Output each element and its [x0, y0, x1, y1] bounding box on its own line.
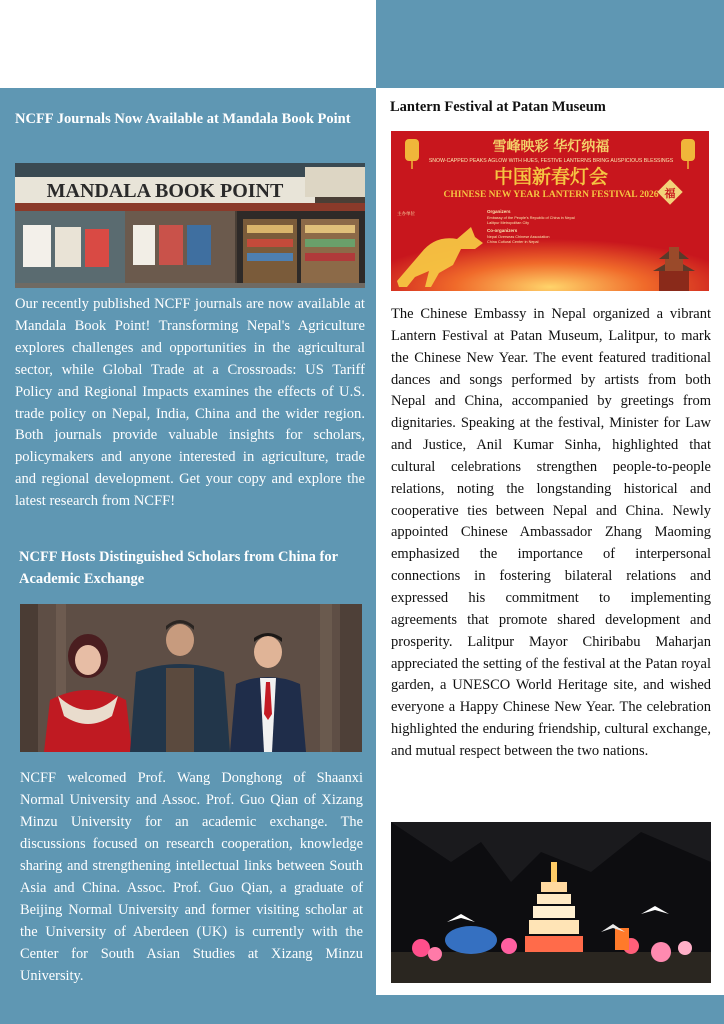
article1-title: NCFF Journals Now Available at Mandala Book Point [15, 111, 351, 127]
scholars-photo [20, 604, 362, 752]
poster-main-cn: 中国新春灯会 [493, 166, 609, 188]
poster-main-en: CHINESE NEW YEAR LANTERN FESTIVAL 2026 [443, 190, 659, 200]
poster-subtitle: SNOW-CAPPED PEAKS AGLOW WITH HUES, FESTIVE LANTERNS BRING AUSPICIOUS BLESSINGS [428, 158, 674, 164]
svg-text:主办单位: 主办单位 [397, 211, 415, 216]
store-sign-text: MANDALA BOOK POINT [46, 180, 284, 202]
poster-organizers-1: Embassy of the People's Republic of China in Nepal [487, 216, 575, 220]
poster-organizers-label: Organizers [487, 209, 511, 214]
top-right-band [376, 0, 724, 88]
bottom-right-band [376, 995, 724, 1024]
poster-coorganizers-1: Nepal Overseas Chinese Association [487, 235, 550, 239]
lantern-article-body: The Chinese Embassy in Nepal organized a vibrant Lantern Festival at Patan Museum, Lalitpur, to mark the Chinese New Year. The event featured traditional dances and songs performed by artists from both Nepal and China, accompanied by greetings from dignitaries. Speaking at the festival, Minister for Law and Justice, Anil Kumar Sinha, highlighted that cultural celebrations strengthen people-to-people relations, noting the longstanding historical and cooperative ties between Nepal and China. Newly appointed Chinese Ambassador Zhang Maoming emphasized the importance of interpersonal connections in fostering bilateral relations and expressed his commitment to implementing agreements that promote shared development and prosperity. Lalitpur Mayor Chiribabu Maharjan appreciated the setting of the festival at the Patan royal garden, a UNESCO World Heritage site, and wished everyone a Happy Chinese New Year. The celebration highlighted the enduring friendship, cultural exchange, and mutual respect between the two nations. [391, 306, 711, 759]
article1-body: Our recently published NCFF journals are now available at Mandala Book Point! Transforming Nepal's Agriculture explores challenges and opportunities in the agricultural sector, while Global Trade at a Crossroads: US Tariff Policy and Regional Impacts examines the effects of U.S. trade policy on Nepal, India, China and the wider region. Both journals provide valuable insights for scholars, policymakers and anyone interested in agriculture, trade and regional development. Get your copy and explore the latest research from NCFF! [15, 296, 365, 510]
poster-coorganizers-label: Co-organizers [487, 228, 518, 233]
poster-organizers-2: Lalitpur Metropolitan City [487, 221, 529, 225]
poster-coorganizers-2: China Cultural Center in Nepal [487, 240, 539, 244]
article2-body: NCFF welcomed Prof. Wang Donghong of Shaanxi Normal University and Assoc. Prof. Guo Qian of Xizang Minzu University for an academic exchange. The discussions focused on research cooperation, knowledge sharing and strengthening intellectual links between South Asia and China. Assoc. Prof. Guo Qian, a graduate of Beijing Normal University and former visiting scholar at the University of Aberdeen (UK) is currently with the Center for South Asian Studies at Xizang Minzu University. [20, 770, 363, 984]
article2-title: NCFF Hosts Distinguished Scholars from China for Academic Exchange [19, 549, 338, 587]
bookstore-photo [15, 163, 365, 288]
poster-headline-cn: 雪峰映彩 华灯纳福 [492, 139, 610, 155]
lantern-festival-poster [391, 131, 709, 291]
bottom-left-band [0, 995, 376, 1024]
lantern-article-title: Lantern Festival at Patan Museum [390, 99, 606, 115]
poster-fu: 福 [664, 187, 676, 200]
lantern-night-photo [391, 822, 711, 983]
